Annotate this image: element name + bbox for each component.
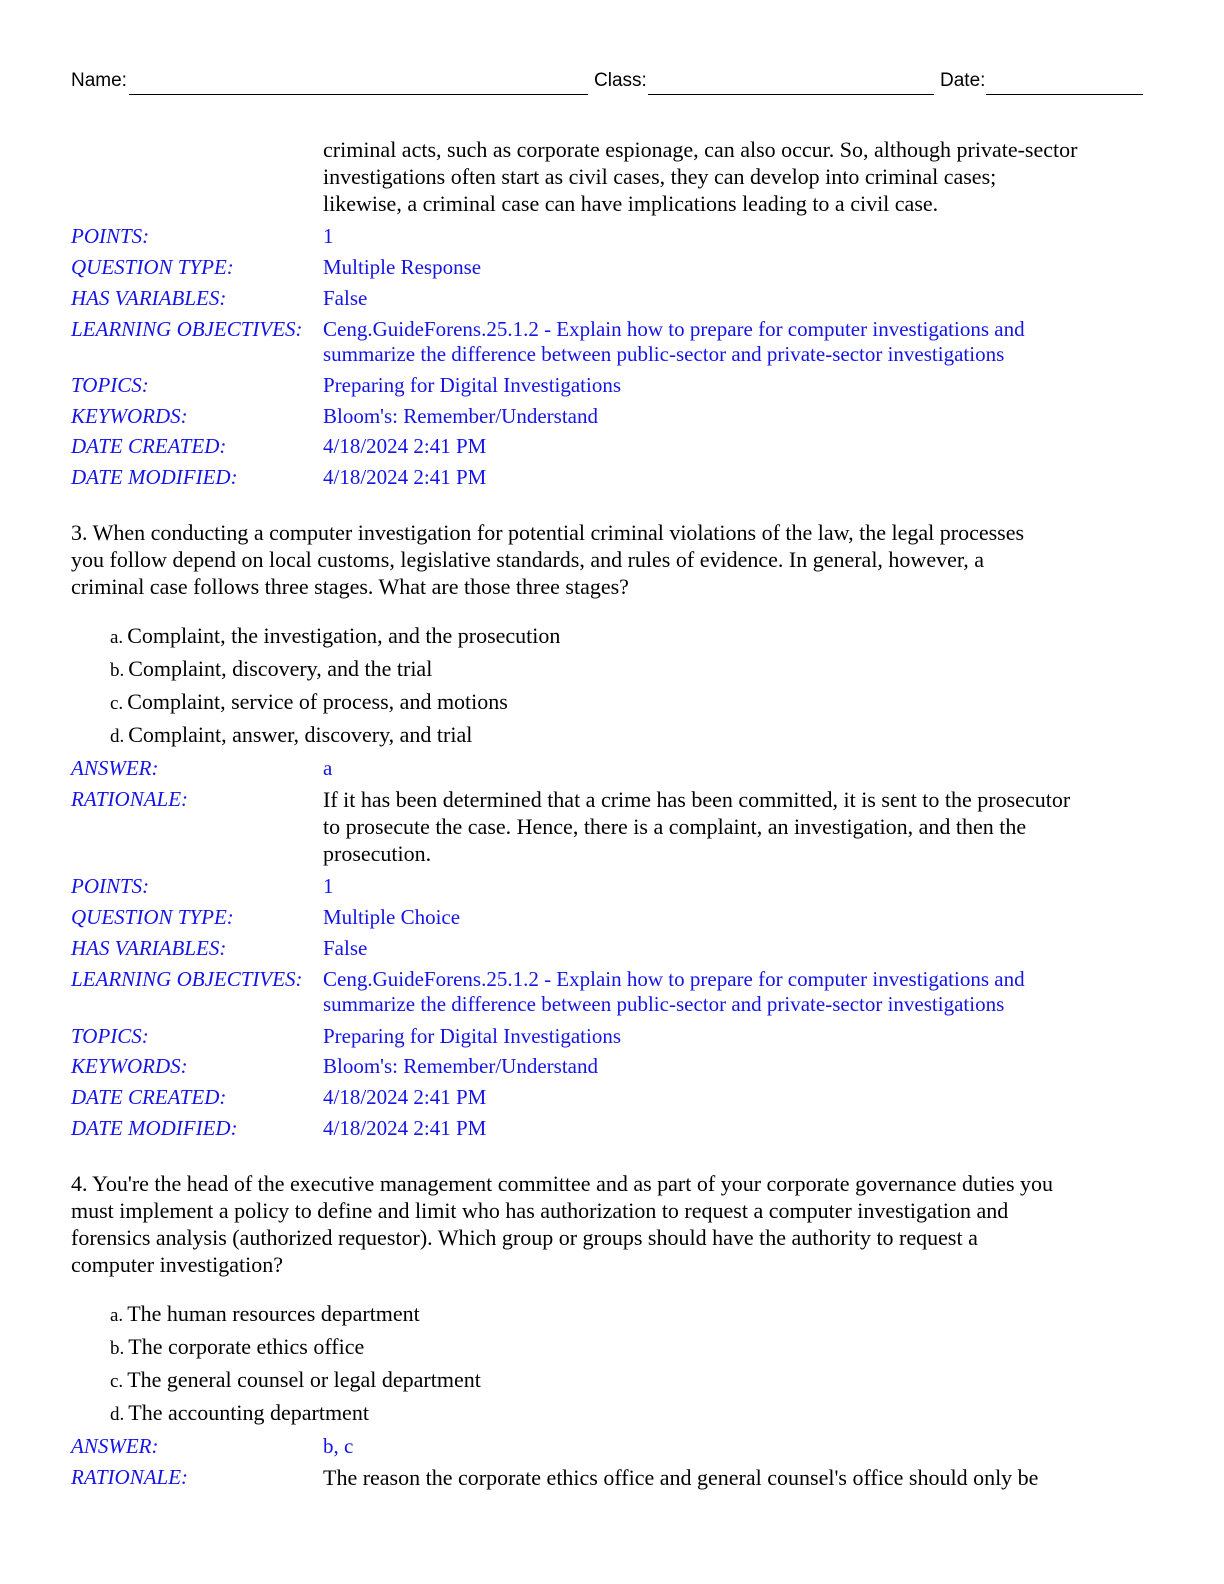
date-line	[986, 94, 1143, 95]
question-type-value: Multiple Response	[323, 255, 482, 279]
question-4-text	[71, 1170, 1146, 1278]
question-type-label: QUESTION TYPE:	[71, 255, 234, 279]
learning-objectives-value	[323, 317, 1025, 367]
name-line	[129, 94, 588, 95]
question-3-text	[71, 519, 1146, 600]
points-value: 1	[323, 874, 334, 898]
rationale-value	[323, 786, 1070, 867]
question-line: computer investigation?	[71, 1252, 283, 1277]
option-a	[110, 1301, 420, 1327]
date-modified-value: 4/18/2024 2:41 PM	[323, 465, 487, 489]
answer-label: ANSWER:	[71, 756, 159, 780]
points-value: 1	[323, 224, 334, 248]
answer-label: ANSWER:	[71, 1434, 159, 1458]
date-modified-value: 4/18/2024 2:41 PM	[323, 1116, 487, 1140]
option-letter: a.	[110, 627, 124, 648]
rationale-label: RATIONALE:	[71, 1465, 189, 1489]
has-variables-value: False	[323, 936, 368, 960]
objective-line: Ceng.GuideForens.25.1.2 - Explain how to prepare for computer investigations and	[323, 317, 1025, 341]
question-line: 4. You're the head of the executive management committee and as part of your corporate governance duties you	[71, 1171, 1054, 1196]
objective-line: Ceng.GuideForens.25.1.2 - Explain how to prepare for computer investigations and	[323, 967, 1025, 991]
option-text: The human resources department	[127, 1301, 420, 1326]
date-created-label: DATE CREATED:	[71, 1085, 227, 1109]
has-variables-label: HAS VARIABLES:	[71, 286, 227, 310]
question-line: criminal case follows three stages. What are those three stages?	[71, 574, 629, 599]
date-created-label: DATE CREATED:	[71, 434, 227, 458]
option-c	[110, 689, 508, 715]
option-c	[110, 1367, 481, 1393]
name-label: Name:	[71, 70, 127, 91]
learning-objectives-label: LEARNING OBJECTIVES:	[71, 967, 303, 991]
keywords-label: KEYWORDS:	[71, 404, 188, 428]
date-created-value: 4/18/2024 2:41 PM	[323, 1085, 487, 1109]
question-type-value: Multiple Choice	[323, 905, 461, 929]
option-letter: c.	[110, 1371, 124, 1392]
option-letter: b.	[110, 660, 125, 681]
learning-objectives-label: LEARNING OBJECTIVES:	[71, 317, 303, 341]
rationale-line: prosecution.	[323, 841, 432, 866]
answer-value: a	[323, 756, 333, 780]
option-letter: d.	[110, 1404, 125, 1425]
option-d	[110, 1400, 369, 1426]
rationale-line: If it has been determined that a crime has been committed, it is sent to the prosecutor	[323, 787, 1071, 812]
question-line: forensics analysis (authorized requestor). Which group or groups should have the authority to request a	[71, 1225, 978, 1250]
option-b	[110, 1334, 364, 1360]
objective-line: summarize the difference between public-sector and private-sector investigations	[323, 342, 1005, 366]
option-a	[110, 623, 560, 649]
prev-rationale	[323, 136, 1077, 217]
rationale-line: The reason the corporate ethics office and general counsel's office should only be	[323, 1465, 1039, 1490]
page-header	[71, 70, 1143, 98]
objective-line: summarize the difference between public-sector and private-sector investigations	[323, 992, 1005, 1016]
has-variables-label: HAS VARIABLES:	[71, 936, 227, 960]
option-text: The general counsel or legal department	[127, 1367, 481, 1392]
option-text: The accounting department	[128, 1400, 369, 1425]
option-text: Complaint, the investigation, and the prosecution	[127, 623, 561, 648]
rationale-value	[323, 1464, 1038, 1491]
option-letter: c.	[110, 693, 124, 714]
class-label: Class:	[594, 70, 647, 91]
date-modified-label: DATE MODIFIED:	[71, 465, 238, 489]
points-label: POINTS:	[71, 874, 150, 898]
rationale-line: likewise, a criminal case can have implications leading to a civil case.	[323, 191, 939, 216]
option-text: Complaint, service of process, and motions	[127, 689, 508, 714]
learning-objectives-value	[323, 967, 1025, 1017]
rationale-line: investigations often start as civil cases, they can develop into criminal cases;	[323, 164, 997, 189]
option-b	[110, 656, 432, 682]
option-text: Complaint, discovery, and the trial	[128, 656, 433, 681]
has-variables-value: False	[323, 286, 368, 310]
question-line: must implement a policy to define and limit who has authorization to request a computer investigation and	[71, 1198, 1009, 1223]
option-letter: a.	[110, 1305, 124, 1326]
option-letter: b.	[110, 1338, 125, 1359]
question-line: 3. When conducting a computer investigation for potential criminal violations of the law, the legal processes	[71, 520, 1025, 545]
rationale-line: criminal acts, such as corporate espionage, can also occur. So, although private-sector	[323, 137, 1078, 162]
rationale-line: to prosecute the case. Hence, there is a complaint, an investigation, and then the	[323, 814, 1027, 839]
question-type-label: QUESTION TYPE:	[71, 905, 234, 929]
topics-label: TOPICS:	[71, 373, 149, 397]
keywords-value: Bloom's: Remember/Understand	[323, 1054, 598, 1078]
answer-value: b, c	[323, 1434, 354, 1458]
keywords-label: KEYWORDS:	[71, 1054, 188, 1078]
option-d	[110, 722, 472, 748]
topics-value: Preparing for Digital Investigations	[323, 373, 622, 397]
date-created-value: 4/18/2024 2:41 PM	[323, 434, 487, 458]
date-label: Date:	[940, 70, 986, 91]
question-line: you follow depend on local customs, legislative standards, and rules of evidence. In general, however, a	[71, 547, 985, 572]
option-letter: d.	[110, 726, 125, 747]
points-label: POINTS:	[71, 224, 150, 248]
class-line	[648, 94, 934, 95]
option-text: Complaint, answer, discovery, and trial	[128, 722, 473, 747]
date-modified-label: DATE MODIFIED:	[71, 1116, 238, 1140]
topics-label: TOPICS:	[71, 1024, 149, 1048]
topics-value: Preparing for Digital Investigations	[323, 1024, 622, 1048]
keywords-value: Bloom's: Remember/Understand	[323, 404, 598, 428]
rationale-label: RATIONALE:	[71, 787, 189, 811]
option-text: The corporate ethics office	[128, 1334, 365, 1359]
